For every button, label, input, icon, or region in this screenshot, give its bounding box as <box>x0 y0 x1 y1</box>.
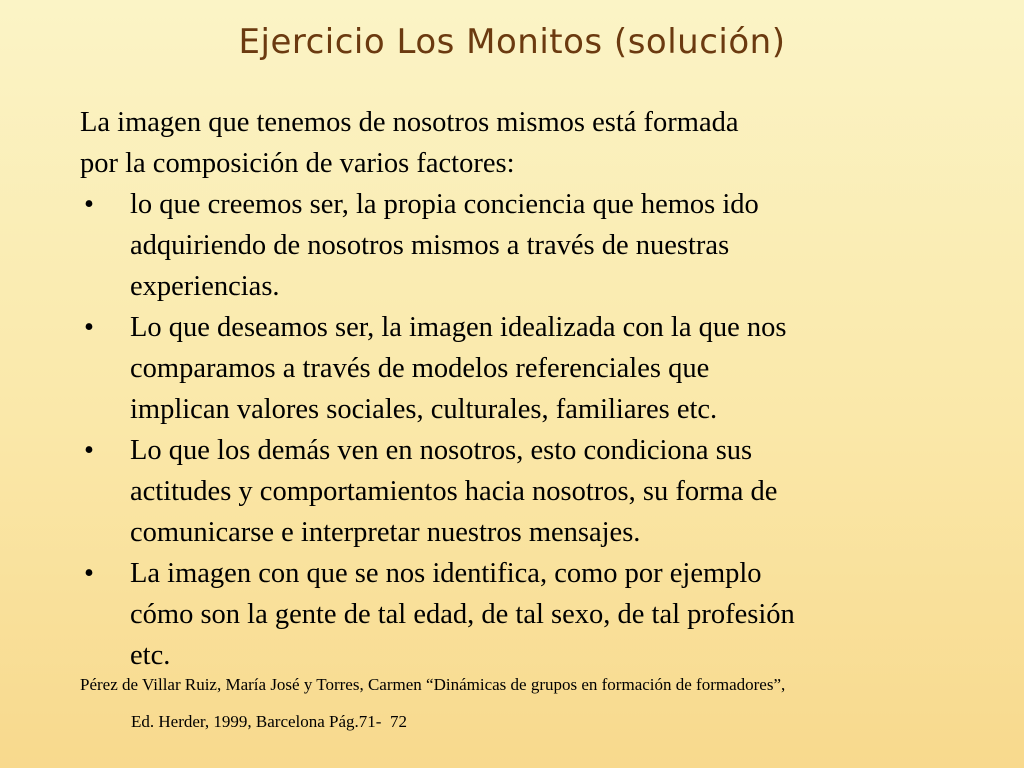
bullet-line: Lo que deseamos ser, la imagen idealizada con la que nos <box>130 312 787 343</box>
bullet-item-self-perception <box>80 184 980 307</box>
bullet-line: comunicarse e interpretar nuestros mensajes. <box>130 517 641 548</box>
bullet-icon: • <box>84 558 94 589</box>
citation-line: Pérez de Villar Ruiz, María José y Torres, Carmen “Dinámicas de grupos en formación de formadores”, <box>80 675 786 694</box>
citation-line: Ed. Herder, 1999, Barcelona Pág.71- 72 <box>131 712 407 731</box>
bullet-line: cómo son la gente de tal edad, de tal sexo, de tal profesión <box>130 599 795 630</box>
bullet-line: implican valores sociales, culturales, familiares etc. <box>130 394 718 425</box>
bullet-icon: • <box>84 189 94 220</box>
slide-title: Ejercicio Los Monitos (solución) <box>238 22 786 62</box>
intro-line: La imagen que tenemos de nosotros mismos está formada <box>80 107 739 138</box>
bullet-list <box>80 184 980 676</box>
bullet-item-ideal-self <box>80 307 980 430</box>
bullet-icon: • <box>84 312 94 343</box>
bullet-icon: • <box>84 435 94 466</box>
bullet-line: Lo que los demás ven en nosotros, esto condiciona sus <box>130 435 753 466</box>
slide-body <box>80 102 980 676</box>
bullet-line: lo que creemos ser, la propia conciencia que hemos ido <box>130 189 759 220</box>
intro-paragraph <box>80 102 980 184</box>
bullet-line: adquiriendo de nosotros mismos a través de nuestras <box>130 230 730 261</box>
bullet-item-identification <box>80 553 980 676</box>
bullet-line: comparamos a través de modelos referenciales que <box>130 353 710 384</box>
bullet-line: etc. <box>130 640 171 671</box>
intro-line: por la composición de varios factores: <box>80 148 515 179</box>
bullet-line: La imagen con que se nos identifica, como por ejemplo <box>130 558 762 589</box>
bullet-line: experiencias. <box>130 271 280 302</box>
bullet-line: actitudes y comportamientos hacia nosotros, su forma de <box>130 476 778 507</box>
bullet-item-others-view <box>80 430 980 553</box>
